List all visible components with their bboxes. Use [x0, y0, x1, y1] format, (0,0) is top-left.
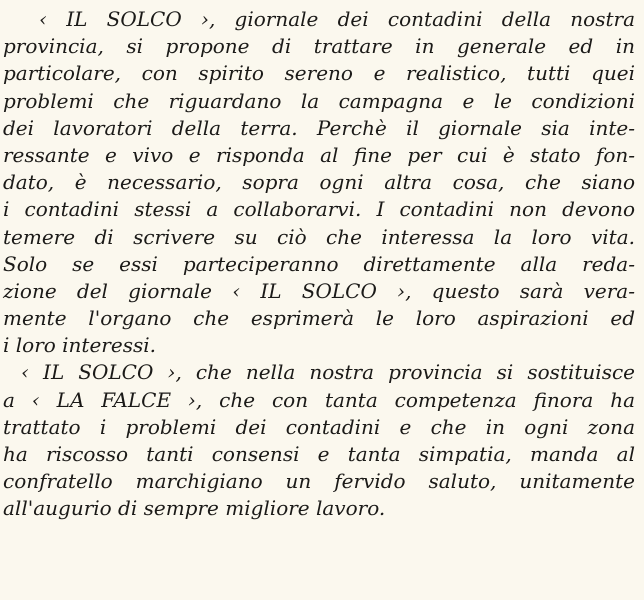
paragraph-1: [3, 6, 635, 359]
text-line: i contadini stessi a collaborarvi. I contadini non devono: [3, 197, 635, 222]
text-line: problemi che riguardano la campagna e le condizioni: [3, 88, 635, 113]
text-line: dato, è necessario, sopra ogni altra cosa, che siano: [3, 170, 635, 195]
text-line: Solo se essi parteciperanno direttamente alla reda-: [3, 251, 635, 276]
text-line: all'augurio di sempre migliore lavoro.: [3, 496, 386, 521]
text-line: confratello marchigiano un fervido saluto, unitamente: [3, 469, 635, 494]
text-line: i loro interessi.: [3, 333, 156, 358]
text-line: temere di scrivere su ciò che interessa la loro vita.: [3, 224, 635, 249]
text-line: particolare, con spirito sereno e realistico, tutti quei: [3, 61, 635, 86]
text-line: dei lavoratori della terra. Perchè il giornale sia inte-: [3, 115, 635, 140]
paragraph-2: [3, 359, 635, 522]
text-line: ressante e vivo e risponda al fine per cui è stato fon-: [3, 142, 635, 167]
text-line: zione del giornale ‹ IL SOLCO ›, questo sarà vera-: [3, 278, 635, 303]
article-text: [3, 6, 635, 523]
text-line: mente l'organo che esprimerà le loro aspirazioni ed: [3, 306, 635, 331]
text-line: provincia, si propone di trattare in generale ed in: [3, 34, 635, 59]
text-line: trattato i problemi dei contadini e che in ogni zona: [3, 414, 635, 439]
text-line: ha riscosso tanti consensi e tanta simpatia, manda al: [3, 442, 635, 466]
text-line: ‹ IL SOLCO ›, che nella nostra provincia si sostituisce: [21, 360, 635, 385]
text-line: ‹ IL SOLCO ›, giornale dei contadini della nostra: [39, 7, 635, 31]
text-line: a ‹ LA FALCE ›, che con tanta competenza finora ha: [3, 387, 635, 412]
